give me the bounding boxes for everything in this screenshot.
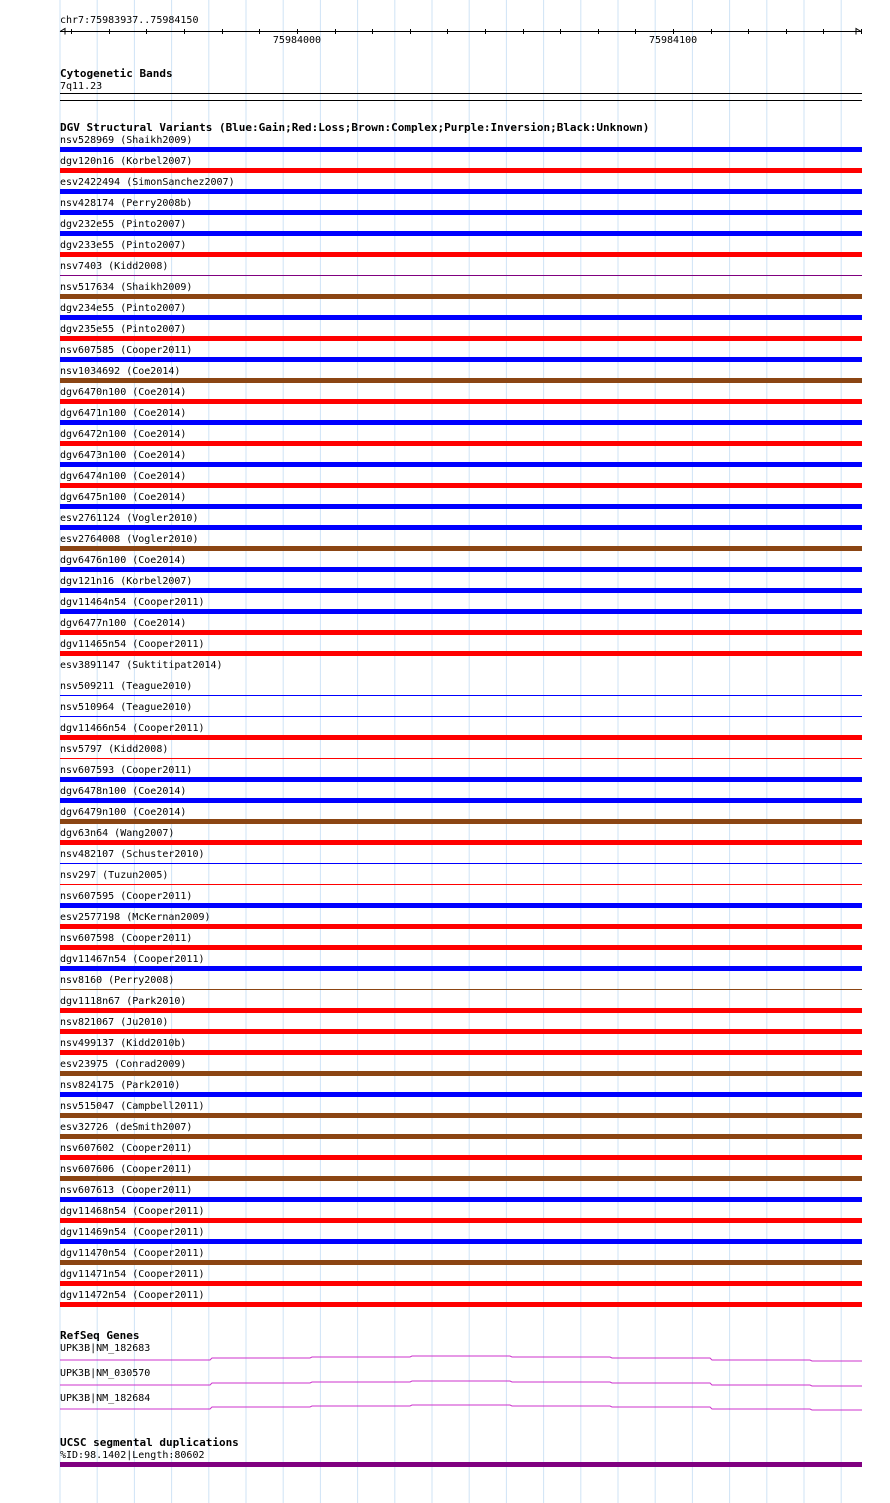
dgv-item-label[interactable]: nsv607602 (Cooper2011) (60, 1143, 193, 1154)
dgv-item-label[interactable]: nsv1034692 (Coe2014) (60, 366, 181, 377)
cyto-band-label: 7q11.23 (60, 81, 103, 92)
dgv-item-label[interactable]: dgv121n16 (Korbel2007) (60, 576, 193, 587)
dgv-item-label[interactable]: dgv11464n54 (Cooper2011) (60, 597, 205, 608)
dgv-item-label[interactable]: nsv297 (Tuzun2005) (60, 870, 169, 881)
dgv-item-label[interactable]: nsv482107 (Schuster2010) (60, 849, 205, 860)
dgv-item-label[interactable]: nsv509211 (Teague2010) (60, 681, 193, 692)
dgv-item-label[interactable]: nsv8160 (Perry2008) (60, 975, 175, 986)
dgv-item-label[interactable]: dgv6473n100 (Coe2014) (60, 450, 187, 461)
dgv-item-label[interactable]: nsv510964 (Teague2010) (60, 702, 193, 713)
dgv-item-label[interactable]: dgv11470n54 (Cooper2011) (60, 1248, 205, 1259)
segdup-bar (60, 1462, 862, 1467)
dgv-item-label[interactable]: dgv234e55 (Pinto2007) (60, 303, 187, 314)
ruler-tick-label: 75984000 (272, 35, 322, 46)
cyto-track-title: Cytogenetic Bands (60, 67, 173, 80)
dgv-item-label[interactable]: dgv11471n54 (Cooper2011) (60, 1269, 205, 1280)
ruler-tick-label: 75984100 (648, 35, 698, 46)
dgv-item-label[interactable]: nsv824175 (Park2010) (60, 1080, 181, 1091)
dgv-item-label[interactable]: nsv607606 (Cooper2011) (60, 1164, 193, 1175)
dgv-item-label[interactable]: esv23975 (Conrad2009) (60, 1059, 187, 1070)
dgv-item-label[interactable]: nsv607595 (Cooper2011) (60, 891, 193, 902)
refseq-gene-model (60, 1381, 862, 1386)
dgv-item-label[interactable]: dgv235e55 (Pinto2007) (60, 324, 187, 335)
dgv-item-label[interactable]: nsv428174 (Perry2008b) (60, 198, 193, 209)
refseq-gene-label: UPK3B|NM_030570 (60, 1368, 151, 1379)
dgv-item-label[interactable]: dgv11469n54 (Cooper2011) (60, 1227, 205, 1238)
dgv-item-label[interactable]: dgv233e55 (Pinto2007) (60, 240, 187, 251)
dgv-item-label[interactable]: nsv607613 (Cooper2011) (60, 1185, 193, 1196)
segdup-item-label: %ID:98.1402|Length:80602 (60, 1450, 205, 1461)
dgv-item-label[interactable]: dgv6478n100 (Coe2014) (60, 786, 187, 797)
refseq-track-title: RefSeq Genes (60, 1329, 140, 1342)
dgv-item-label[interactable]: esv2577198 (McKernan2009) (60, 912, 211, 923)
refseq-gene-model (60, 1405, 862, 1410)
dgv-item-label[interactable]: nsv607598 (Cooper2011) (60, 933, 193, 944)
dgv-track-title: DGV Structural Variants (Blue:Gain;Red:Loss;Brown:Complex;Purple:Inversion;Black:Unknown) (60, 121, 650, 134)
dgv-item-label[interactable]: esv2422494 (SimonSanchez2007) (60, 177, 235, 188)
dgv-item-label[interactable]: esv3891147 (Suktitipat2014) (60, 660, 223, 671)
dgv-item-label[interactable]: dgv6472n100 (Coe2014) (60, 429, 187, 440)
dgv-item-label[interactable]: dgv6474n100 (Coe2014) (60, 471, 187, 482)
dgv-item-label[interactable]: dgv11472n54 (Cooper2011) (60, 1290, 205, 1301)
dgv-item-label[interactable]: dgv11467n54 (Cooper2011) (60, 954, 205, 965)
refseq-gene-label: UPK3B|NM_182684 (60, 1393, 151, 1404)
dgv-item-label[interactable]: dgv6476n100 (Coe2014) (60, 555, 187, 566)
dgv-item-label[interactable]: nsv607585 (Cooper2011) (60, 345, 193, 356)
dgv-item-label[interactable]: dgv1118n67 (Park2010) (60, 996, 187, 1007)
dgv-item-label[interactable]: dgv63n64 (Wang2007) (60, 828, 175, 839)
dgv-item-label[interactable]: nsv821067 (Ju2010) (60, 1017, 169, 1028)
dgv-item-label[interactable]: nsv528969 (Shaikh2009) (60, 135, 193, 146)
dgv-item-label[interactable]: nsv5797 (Kidd2008) (60, 744, 169, 755)
region-label: chr7:75983937..75984150 (60, 15, 199, 26)
dgv-item-label[interactable]: dgv120n16 (Korbel2007) (60, 156, 193, 167)
dgv-item-label[interactable]: dgv6475n100 (Coe2014) (60, 492, 187, 503)
dgv-item-label[interactable]: dgv232e55 (Pinto2007) (60, 219, 187, 230)
dgv-item-label[interactable]: dgv6470n100 (Coe2014) (60, 387, 187, 398)
dgv-item-label[interactable]: nsv515047 (Campbell2011) (60, 1101, 205, 1112)
dgv-item-label[interactable]: nsv499137 (Kidd2010b) (60, 1038, 187, 1049)
refseq-gene-label: UPK3B|NM_182683 (60, 1343, 151, 1354)
dgv-item-label[interactable]: dgv11466n54 (Cooper2011) (60, 723, 205, 734)
dgv-item-label[interactable]: nsv7403 (Kidd2008) (60, 261, 169, 272)
dgv-item-label[interactable]: esv2764008 (Vogler2010) (60, 534, 199, 545)
dgv-item-label[interactable]: dgv6479n100 (Coe2014) (60, 807, 187, 818)
dgv-item-label[interactable]: esv32726 (deSmith2007) (60, 1122, 193, 1133)
dgv-item-label[interactable]: nsv607593 (Cooper2011) (60, 765, 193, 776)
dgv-item-label[interactable]: dgv11468n54 (Cooper2011) (60, 1206, 205, 1217)
dgv-item-label[interactable]: dgv6471n100 (Coe2014) (60, 408, 187, 419)
dgv-item-label[interactable]: dgv11465n54 (Cooper2011) (60, 639, 205, 650)
segdup-track-title: UCSC segmental duplications (60, 1436, 239, 1449)
dgv-item-label[interactable]: nsv517634 (Shaikh2009) (60, 282, 193, 293)
dgv-item-label[interactable]: dgv6477n100 (Coe2014) (60, 618, 187, 629)
refseq-gene-model (60, 1356, 862, 1361)
dgv-item-label[interactable]: esv2761124 (Vogler2010) (60, 513, 199, 524)
